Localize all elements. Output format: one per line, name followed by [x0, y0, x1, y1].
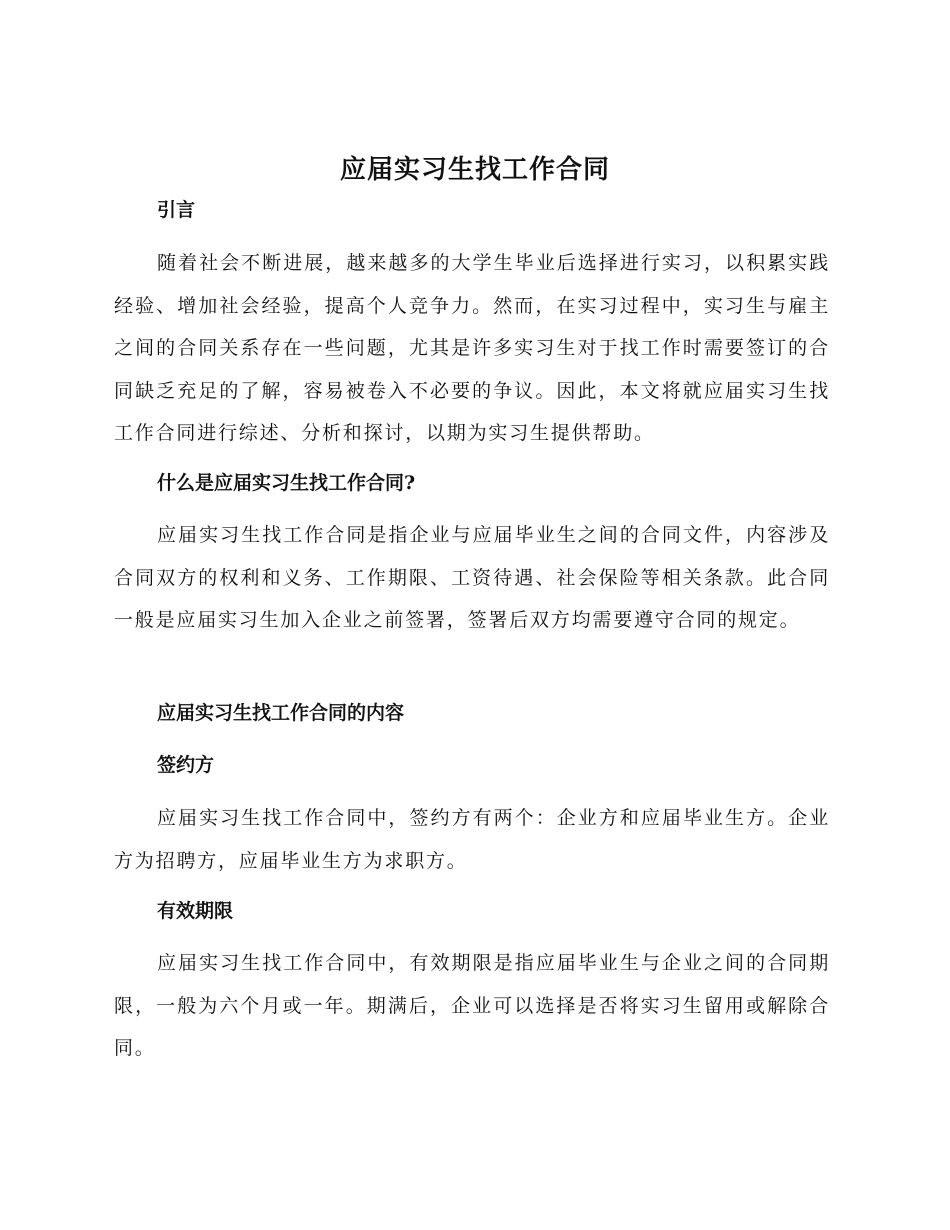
paragraph-signing-parties: 应届实习生找工作合同中，签约方有两个：企业方和应届毕业生方。企业方为招聘方，应届毕业生方为求职方。	[114, 807, 830, 872]
section-heading-introduction: 引言	[157, 199, 196, 221]
paragraph-introduction: 随着社会不断进展，越来越多的大学生毕业后选择进行实习，以积累实践经验、增加社会经验，提高个人竞争力。然而，在实习过程中，实习生与雇主之间的合同关系存在一些问题，尤其是许多实习生对于找工作时需要签订的合同缺乏充足的了解，容易被卷入不必要的争议。因此，本文将就应届实习生找工作合同进行综述、分析和探讨，以期为实习生提供帮助。	[114, 252, 830, 444]
paragraph-validity-period: 应届实习生找工作合同中，有效期限是指应届毕业生与企业之间的合同期限，一般为六个月或一年。期满后，企业可以选择是否将实习生留用或解除合同。	[114, 952, 830, 1059]
section-heading-signing-parties: 签约方	[157, 754, 215, 776]
paragraph-what-is-contract: 应届实习生找工作合同是指企业与应届毕业生之间的合同文件，内容涉及合同双方的权利和义务、工作期限、工资待遇、社会保险等相关条款。此合同一般是应届实习生加入企业之前签署，签署后双方均需要遵守合同的规定。	[114, 524, 830, 631]
section-heading-validity-period: 有效期限	[157, 900, 234, 922]
document-title: 应届实习生找工作合同	[339, 155, 610, 185]
section-heading-contract-contents: 应届实习生找工作合同的内容	[157, 702, 405, 724]
section-heading-what-is-contract: 什么是应届实习生找工作合同?	[157, 472, 416, 494]
